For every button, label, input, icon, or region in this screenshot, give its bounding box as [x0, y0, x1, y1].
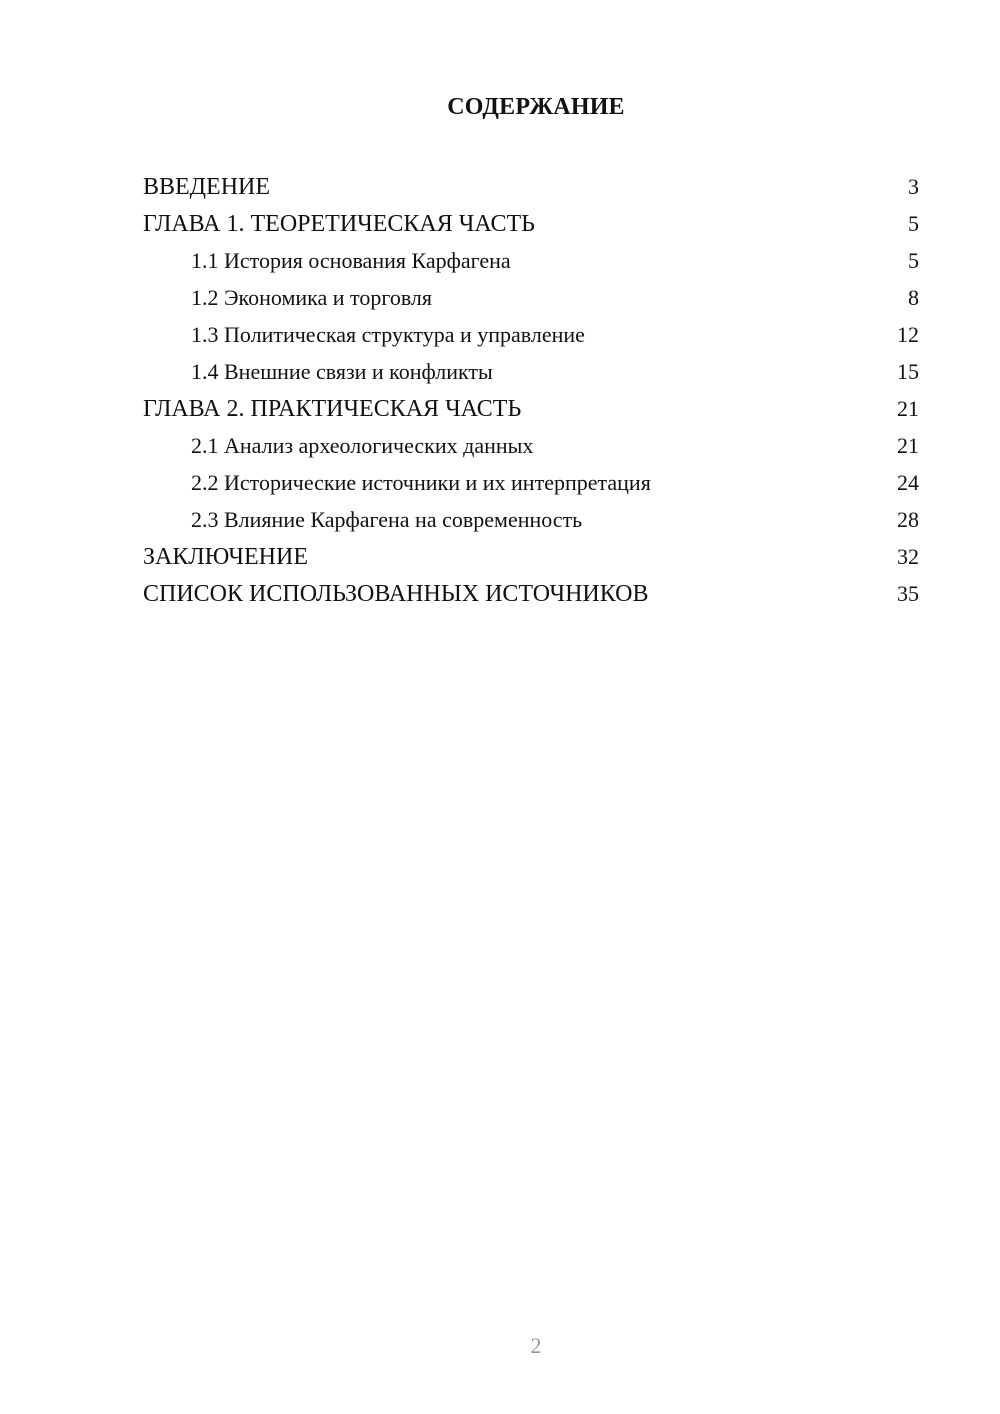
toc-entry-label: ВВЕДЕНИЕ [143, 174, 271, 200]
toc-entry[interactable] [143, 205, 919, 242]
page-title: СОДЕРЖАНИЕ [447, 94, 625, 120]
toc-entry-label: ГЛАВА 1. ТЕОРЕТИЧЕСКАЯ ЧАСТЬ [143, 211, 535, 237]
toc-subentry[interactable] [143, 464, 919, 501]
toc-entry-page: 12 [897, 322, 919, 347]
toc-entry-label: 2.1 Анализ археологических данных [191, 433, 534, 458]
toc-entry-page: 3 [908, 174, 919, 199]
toc-subentry[interactable] [143, 353, 919, 390]
toc-entry[interactable] [143, 390, 919, 427]
toc-entry-page: 5 [908, 211, 919, 236]
page-number: 2 [530, 1333, 542, 1358]
toc-entry[interactable] [143, 538, 919, 575]
toc-entry-page: 5 [908, 248, 919, 273]
toc-entry-page: 15 [897, 359, 919, 384]
toc-entry-label: СПИСОК ИСПОЛЬЗОВАННЫХ ИСТОЧНИКОВ [143, 581, 649, 607]
toc-entry-page: 35 [897, 581, 919, 606]
toc-entry-page: 21 [897, 396, 919, 421]
toc-subentry[interactable] [143, 501, 919, 538]
toc-subentry[interactable] [143, 316, 919, 353]
toc-entry-label: 1.1 История основания Карфагена [191, 248, 511, 273]
table-of-contents [143, 168, 919, 612]
toc-subentry[interactable] [143, 427, 919, 464]
toc-entry[interactable] [143, 575, 919, 612]
toc-entry-label: ГЛАВА 2. ПРАКТИЧЕСКАЯ ЧАСТЬ [143, 396, 522, 422]
toc-entry-page: 28 [897, 507, 919, 532]
toc-entry-page: 24 [897, 470, 919, 495]
toc-subentry[interactable] [143, 242, 919, 279]
toc-entry-label: 2.2 Исторические источники и их интерпретация [191, 470, 651, 495]
toc-entry[interactable] [143, 168, 919, 205]
toc-entry-label: ЗАКЛЮЧЕНИЕ [143, 544, 308, 570]
toc-entry-label: 1.3 Политическая структура и управление [191, 322, 585, 347]
toc-entry-label: 1.4 Внешние связи и конфликты [191, 359, 493, 384]
toc-entry-label: 2.3 Влияние Карфагена на современность [191, 507, 583, 532]
toc-entry-page: 32 [897, 544, 919, 569]
toc-entry-label: 1.2 Экономика и торговля [191, 285, 433, 310]
toc-subentry[interactable] [143, 279, 919, 316]
toc-entry-page: 21 [897, 433, 919, 458]
toc-entry-page: 8 [908, 285, 919, 310]
